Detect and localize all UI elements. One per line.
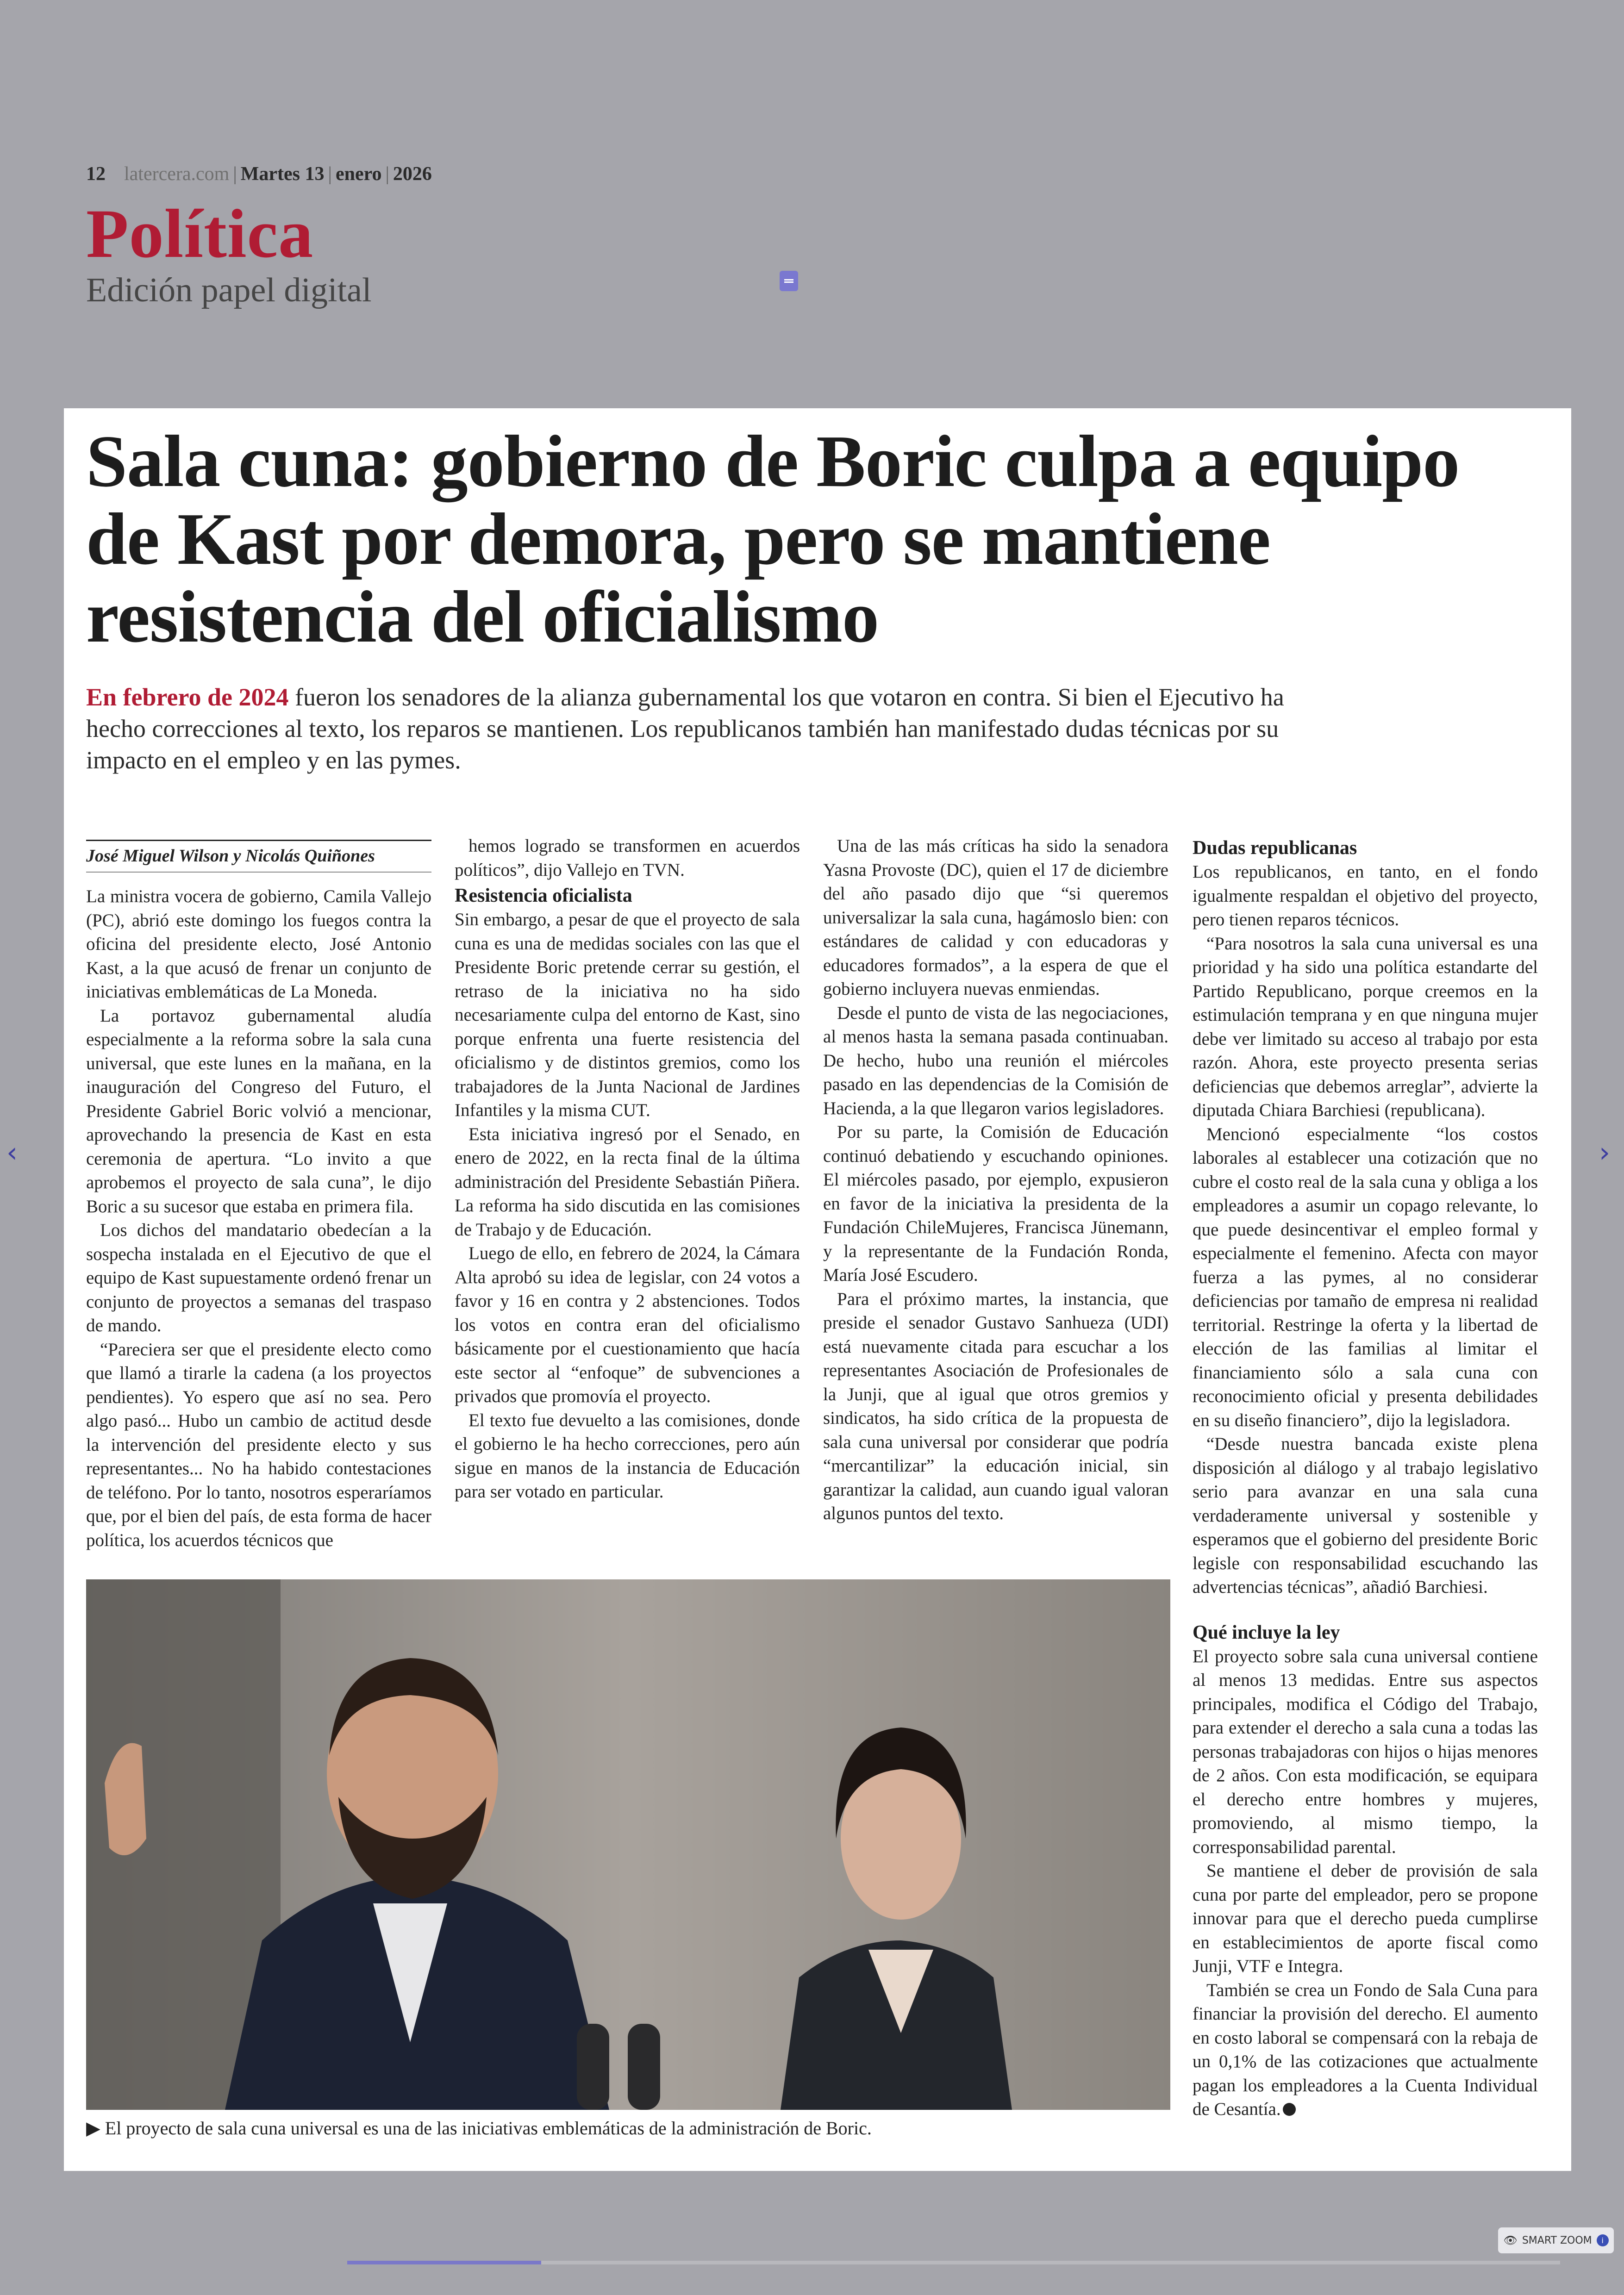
end-mark-icon <box>1283 2103 1296 2116</box>
date-day: Martes 13 <box>240 163 325 185</box>
eye-icon: 👁 <box>1503 2234 1518 2247</box>
paragraph: El texto fue devuelto a las comisiones, donde el gobierno le ha hecho correcciones, pero aún sigue en manos de la instancia de Educación para ser votado en particular. <box>455 1410 800 1502</box>
paragraph: El proyecto sobre sala cuna universal contiene al menos 13 medidas. Entre sus aspectos principales, modifica el Código del Trabajo, para extender el derecho a sala cuna a todas las personas trabajadoras con hijos o hijas menores de 2 años. Con esta modificación, se equipara el derecho entre hombres y mujeres, promoviendo, al mismo tiempo, la corresponsabilidad parental. <box>1193 1646 1538 1857</box>
newspaper-page <box>64 408 1571 2171</box>
paragraph: “Desde nuestra bancada existe plena disposición al diálogo y al trabajo legislativo serio para avanzar en una sala cuna verdaderamente universal y sostenible y esperamos que el gobierno del presidente Boric legisle con responsabilidad escuchando las advertencias técnicas”, añadió Barchiesi. <box>1193 1434 1538 1597</box>
paragraph: La ministra vocera de gobierno, Camila Vallejo (PC), abrió este domingo los fuegos contra la oficina del presidente electo, José Antonio Kast, a la que acusó de frenar un conjunto de iniciativas emblemáticas de La Moneda. <box>86 886 431 1002</box>
next-page-button[interactable] <box>1599 1136 1610 1169</box>
paragraph: Desde el punto de vista de las negociaciones, al menos hasta la semana pasada continuaban. De hecho, hubo una reunión el miércoles pasado en las dependencias de la Comisión de Hacienda, a la que llegaron varios legisladores. <box>823 1003 1168 1118</box>
paragraph: Por su parte, la Comisión de Educación continuó debatiendo y escuchando opiniones. El miércoles pasado, por ejemplo, expusieron en favor de la iniciativa la presidenta de la Fundación ChileMujeres, Francisca Jünemann, y la representante de la Fundación Ronda, María José Escudero. <box>823 1122 1168 1285</box>
subheading: Qué incluye la ley <box>1193 1621 1340 1643</box>
paragraph: Sin embargo, a pesar de que el proyecto de sala cuna es una de medidas sociales con las que el Presidente Boric pretende cerrar su gestión, el retraso de la iniciativa no ha sido necesariamente culpa del entorno de Kast, sino porque enfrenta una fuerte resistencia del oficialismo y de distintos gremios, como los trabajadores de la Junta Nacional de Jardines Infantiles y la misma CUT. <box>455 910 800 1120</box>
smart-zoom-button[interactable] <box>1498 2227 1614 2253</box>
subheading: Resistencia oficialista <box>455 885 632 906</box>
byline: José Miguel Wilson y Nicolás Quiñones <box>86 840 431 873</box>
date-month: enero <box>335 163 382 185</box>
paragraph: Luego de ello, en febrero de 2024, la Cámara Alta aprobó su idea de legislar, con 24 votos a favor y 16 en contra y 2 abstenciones. Todos los votos en contra eran del oficialismo básicamente por el cuestionamiento que hacía este sector al “enfoque” de subvenciones a privados que promovía el proyecto. <box>455 1243 800 1406</box>
paragraph: Mencionó especialmente “los costos laborales al establecer una cotización que no cubre el costo real de la sala cuna y obliga a los empleadores a asumir un copago relevante, lo que puede desincentivar el empleo formal y especialmente el femenino. Afecta con mayor fuerza a las pymes, al no considerar deficiencias por tamaño de empresa ni realidad territorial. Restringe la oferta y la libertad de elección de las familias al limitar el financiamiento sólo a sala cuna con reconocimiento oficial y presenta debilidades en su diseño financiero”, dijo la legisladora. <box>1193 1124 1538 1430</box>
column-4 <box>1193 834 1538 2121</box>
article-photo <box>86 1579 1170 2110</box>
paragraph: “Para nosotros la sala cuna universal es una prioridad y ha sido una política estandarte del Partido Republicano, porque creemos en la estimulación temprana y en que ninguna mujer debe ver limitado su acceso al trabajo por esta razón. Ahora, este proyecto presenta serias deficiencias que debemos arreglar”, advierte la diputada Chiara Barchiesi (republicana). <box>1193 933 1538 1120</box>
paragraph: Para el próximo martes, la instancia, que preside el senador Gustavo Sanhueza (UDI) está nuevamente citada para escuchar a los representantes Asociación de Profesionales de la Junji, que al igual que otros gremios y sindicatos, ha sido crítica de la propuesta de sala cuna universal por considerar que podría “mercantilizar” la educación inicial, sin garantizar la calidad, aun cuando igual valoran algunos puntos del texto. <box>823 1289 1168 1523</box>
headline: Sala cuna: gobierno de Boric culpa a equipo de Kast por demora, pero se mantiene resistencia del oficialismo <box>86 420 1460 658</box>
note-icon[interactable] <box>780 271 798 291</box>
chevron-right-icon: › <box>1599 1136 1610 1169</box>
page-number: 12 <box>86 163 106 185</box>
site-name: latercera.com <box>124 163 230 185</box>
previous-page-button[interactable] <box>6 1136 18 1169</box>
info-icon: i <box>1597 2234 1609 2246</box>
section-subtitle: Edición papel digital <box>86 271 372 309</box>
smart-zoom-label: SMART ZOOM <box>1522 2234 1592 2246</box>
paragraph: Los republicanos, en tanto, en el fondo igualmente respaldan el objetivo del proyecto, pero tienen reparos técnicos. <box>1193 862 1538 929</box>
column-2 <box>455 834 800 1504</box>
column-3 <box>823 834 1168 1526</box>
lede <box>86 681 1313 776</box>
paragraph: Los dichos del mandatario obedecían a la sospecha instalada en el Ejecutivo de que el equipo de Kast supuestamente ordenó frenar un conjunto de proyectos a semanas del traspaso de mando. <box>86 1220 431 1335</box>
lede-text: fueron los senadores de la alianza gubernamental los que votaron en contra. Si bien el Ejecutivo ha hecho correcciones al texto, los reparos se mantienen. Los republicanos también han manifestado dudas técnicas por su impacto en el empleo y en las pymes. <box>86 683 1284 774</box>
paragraph: Una de las más críticas ha sido la senadora Yasna Provoste (DC), quien el 17 de diciembre del año pasado dijo que “si queremos universalizar la sala cuna, hagámoslo bien: con estándares de calidad y con educadoras y educadores formados”, a la espera de que el gobierno incluyera nuevas enmiendas. <box>823 836 1168 999</box>
paragraph: hemos logrado se transformen en acuerdos políticos”, dijo Vallejo en TVN. <box>455 836 800 880</box>
paragraph-text: También se crea un Fondo de Sala Cuna para financiar la provisión del derecho. El aumento en costo laboral se compensará con la rebaja de un 0,1% de las cotizaciones que actualmente pagan los empleadores a la Cuenta Individual de Cesantía. <box>1193 1980 1538 2119</box>
paragraph: Esta iniciativa ingresó por el Senado, en enero de 2022, en la recta final de la última administración del Presidente Sebastián Piñera. La reforma ha sido discutida en las comisiones de Trabajo y de Educación. <box>455 1124 800 1240</box>
chevron-left-icon: ‹ <box>6 1136 18 1169</box>
paragraph: Se mantiene el deber de provisión de sala cuna por parte del empleador, pero se propone innovar para que el derecho pueda cumplirse en establecimientos de aporte fiscal como Junji, VTF e Integra. <box>1193 1861 1538 1976</box>
section-title: Política <box>86 195 314 272</box>
column-1 <box>86 834 431 1552</box>
lede-highlight: En febrero de 2024 <box>86 683 289 711</box>
paragraph: “Pareciera ser que el presidente electo como que llamó a tirarle la cadena (a los proyectos pendientes). Yo espero que así no sea. Pero algo pasó... Hubo un cambio de actitud desde la intervención del presidente electo y sus representantes... No ha habido contestaciones de teléfono. Por lo tanto, nosotros esperaríamos que, por el bien del país, de esta forma de hacer política, los acuerdos técnicos que <box>86 1339 431 1550</box>
paragraph: La portavoz gubernamental aludía especialmente a la reforma sobre la sala cuna universal, que este lunes en la mañana, en la inauguración del Congreso del Futuro, el Presidente Gabriel Boric volvió a mencionar, aprovechando la presencia de Kast en esta ceremonia de apertura. “Lo invito a que aprobemos el proyecto de sala cuna”, le dijo Boric a su sucesor que estaba en primera fila. <box>86 1005 431 1216</box>
photo-caption: ▶ El proyecto de sala cuna universal es una de las iniciativas emblemáticas de la administración de Boric. <box>86 2118 872 2139</box>
page-progress-bar[interactable] <box>347 2261 1560 2264</box>
subheading: Dudas republicanas <box>1193 837 1357 859</box>
page-progress-fill <box>347 2261 541 2264</box>
edition-header: 12 latercera.com | Martes 13 | enero | 2026 <box>86 163 432 185</box>
date-year: 2026 <box>393 163 432 185</box>
paragraph <box>1193 1978 1538 2121</box>
